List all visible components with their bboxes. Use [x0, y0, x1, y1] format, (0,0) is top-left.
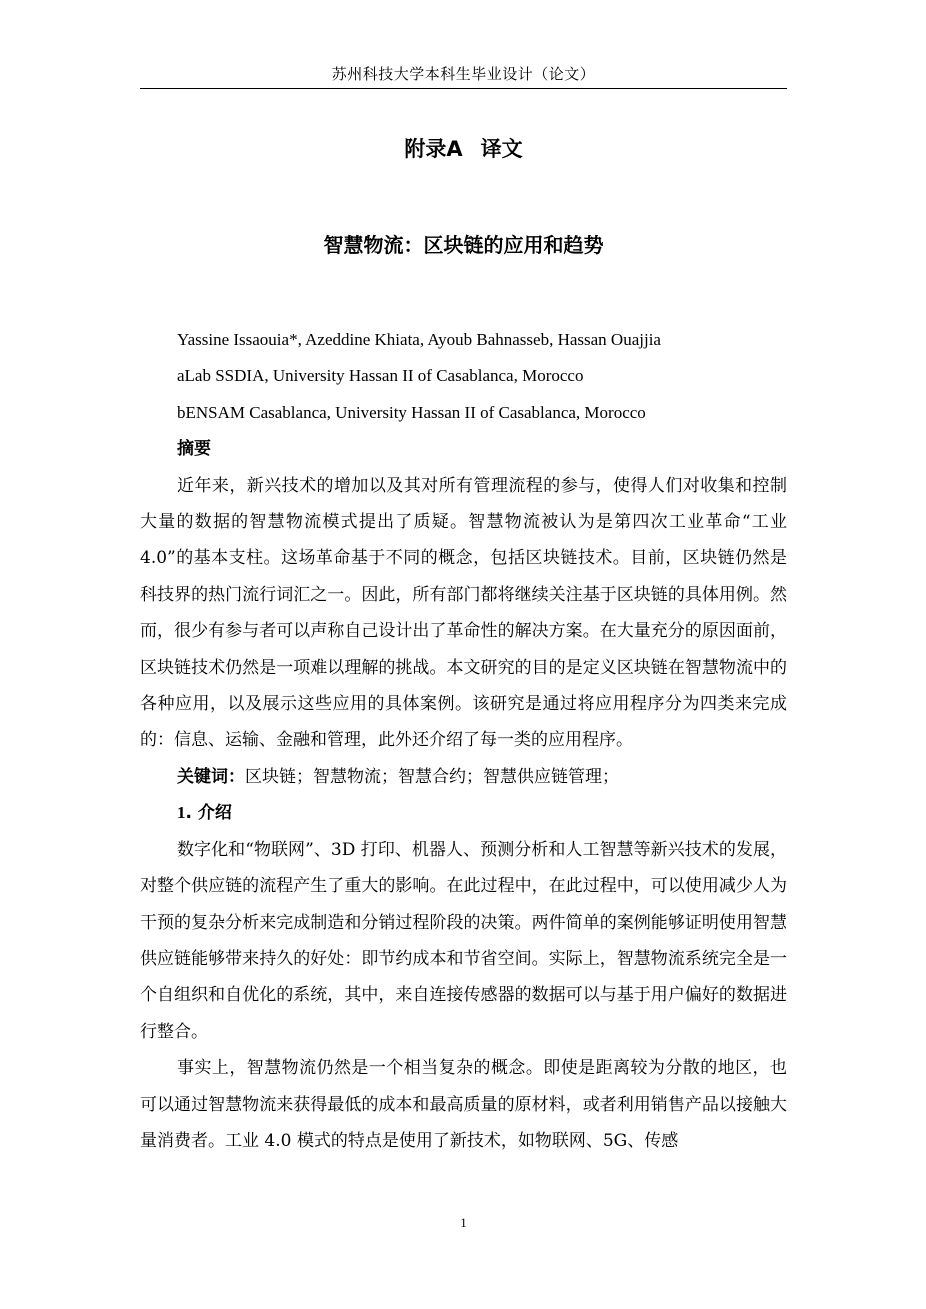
keywords-label: 关键词：: [177, 766, 245, 787]
paragraph: 数字化和“物联网”、3D 打印、机器人、预测分析和人工智慧等新兴技术的发展，对整个供应链的流程产生了重大的影响。在此过程中，在此过程中，可以使用减少人为干预的复杂分析来完成制造和分销过程阶段的决策。两件简单的案例能够证明使用智慧供应链能够带来持久的好处：即节约成本和节省空间。实际上，智慧物流系统完全是一个自组织和自优化的系统，其中，来自连接传感器的数据可以与基于用户偏好的数据进行整合。: [140, 839, 787, 1042]
keywords: [140, 759, 787, 795]
section-heading: 1. 介绍: [177, 803, 232, 824]
section-number: 1: [177, 803, 186, 823]
paragraph: 事实上，智慧物流仍然是一个相当复杂的概念。即使是距离较为分散的地区，也可以通过智慧物流来获得最低的成本和最高质量的原材料，或者利用销售产品以接触大量消费者。工业 4.0 模式的特点是使用了新技术，如物联网、5G、传感: [140, 1058, 787, 1151]
page-number: 1: [460, 1215, 467, 1230]
running-header: 苏州科技大学本科生毕业设计（论文）: [331, 65, 596, 83]
appendix-title: [140, 134, 787, 164]
header-rule: [140, 88, 787, 89]
appendix-label: 附录A: [404, 137, 463, 161]
abstract-heading: 摘要: [177, 439, 211, 460]
keywords-text: 区块链；智慧物流；智慧合约；智慧供应链管理；: [245, 766, 619, 787]
paper-title: 智慧物流：区块链的应用和趋势: [323, 233, 604, 257]
abstract-text: 近年来，新兴技术的增加以及其对所有管理流程的参与，使得人们对收集和控制大量的数据的智慧物流模式提出了质疑。智慧物流被认为是第四次工业革命“工业 4.0”的基本支柱。这场革命基于不同的概念，包括区块链技术。目前，区块链仍然是科技界的热门流行词汇之一。因此，所有部门都将继续关注基于区块链的具体用例。然而，很少有参与者可以声称自己设计出了革命性的解决方案。在大量充分的原因面前，区块链技术仍然是一项难以理解的挑战。本文研究的目的是定义区块链在智慧物流中的各种应用，以及展示这些应用的具体案例。该研究是通过将应用程序分为四类来完成的：信息、运输、金融和管理，此外还介绍了每一类的应用程序。: [140, 475, 787, 751]
authors: Yassine Issaouia*, Azeddine Khiata, Ayoub Bahnasseb, Hassan Ouajjia: [177, 330, 661, 349]
section-title: 介绍: [197, 803, 232, 824]
appendix-heading: 译文: [480, 137, 523, 161]
affiliation-a: aLab SSDIA, University Hassan II of Casablanca, Morocco: [177, 366, 584, 386]
affiliation-b: bENSAM Casablanca, University Hassan II of Casablanca, Morocco: [177, 402, 646, 422]
document-body: [140, 322, 787, 1159]
